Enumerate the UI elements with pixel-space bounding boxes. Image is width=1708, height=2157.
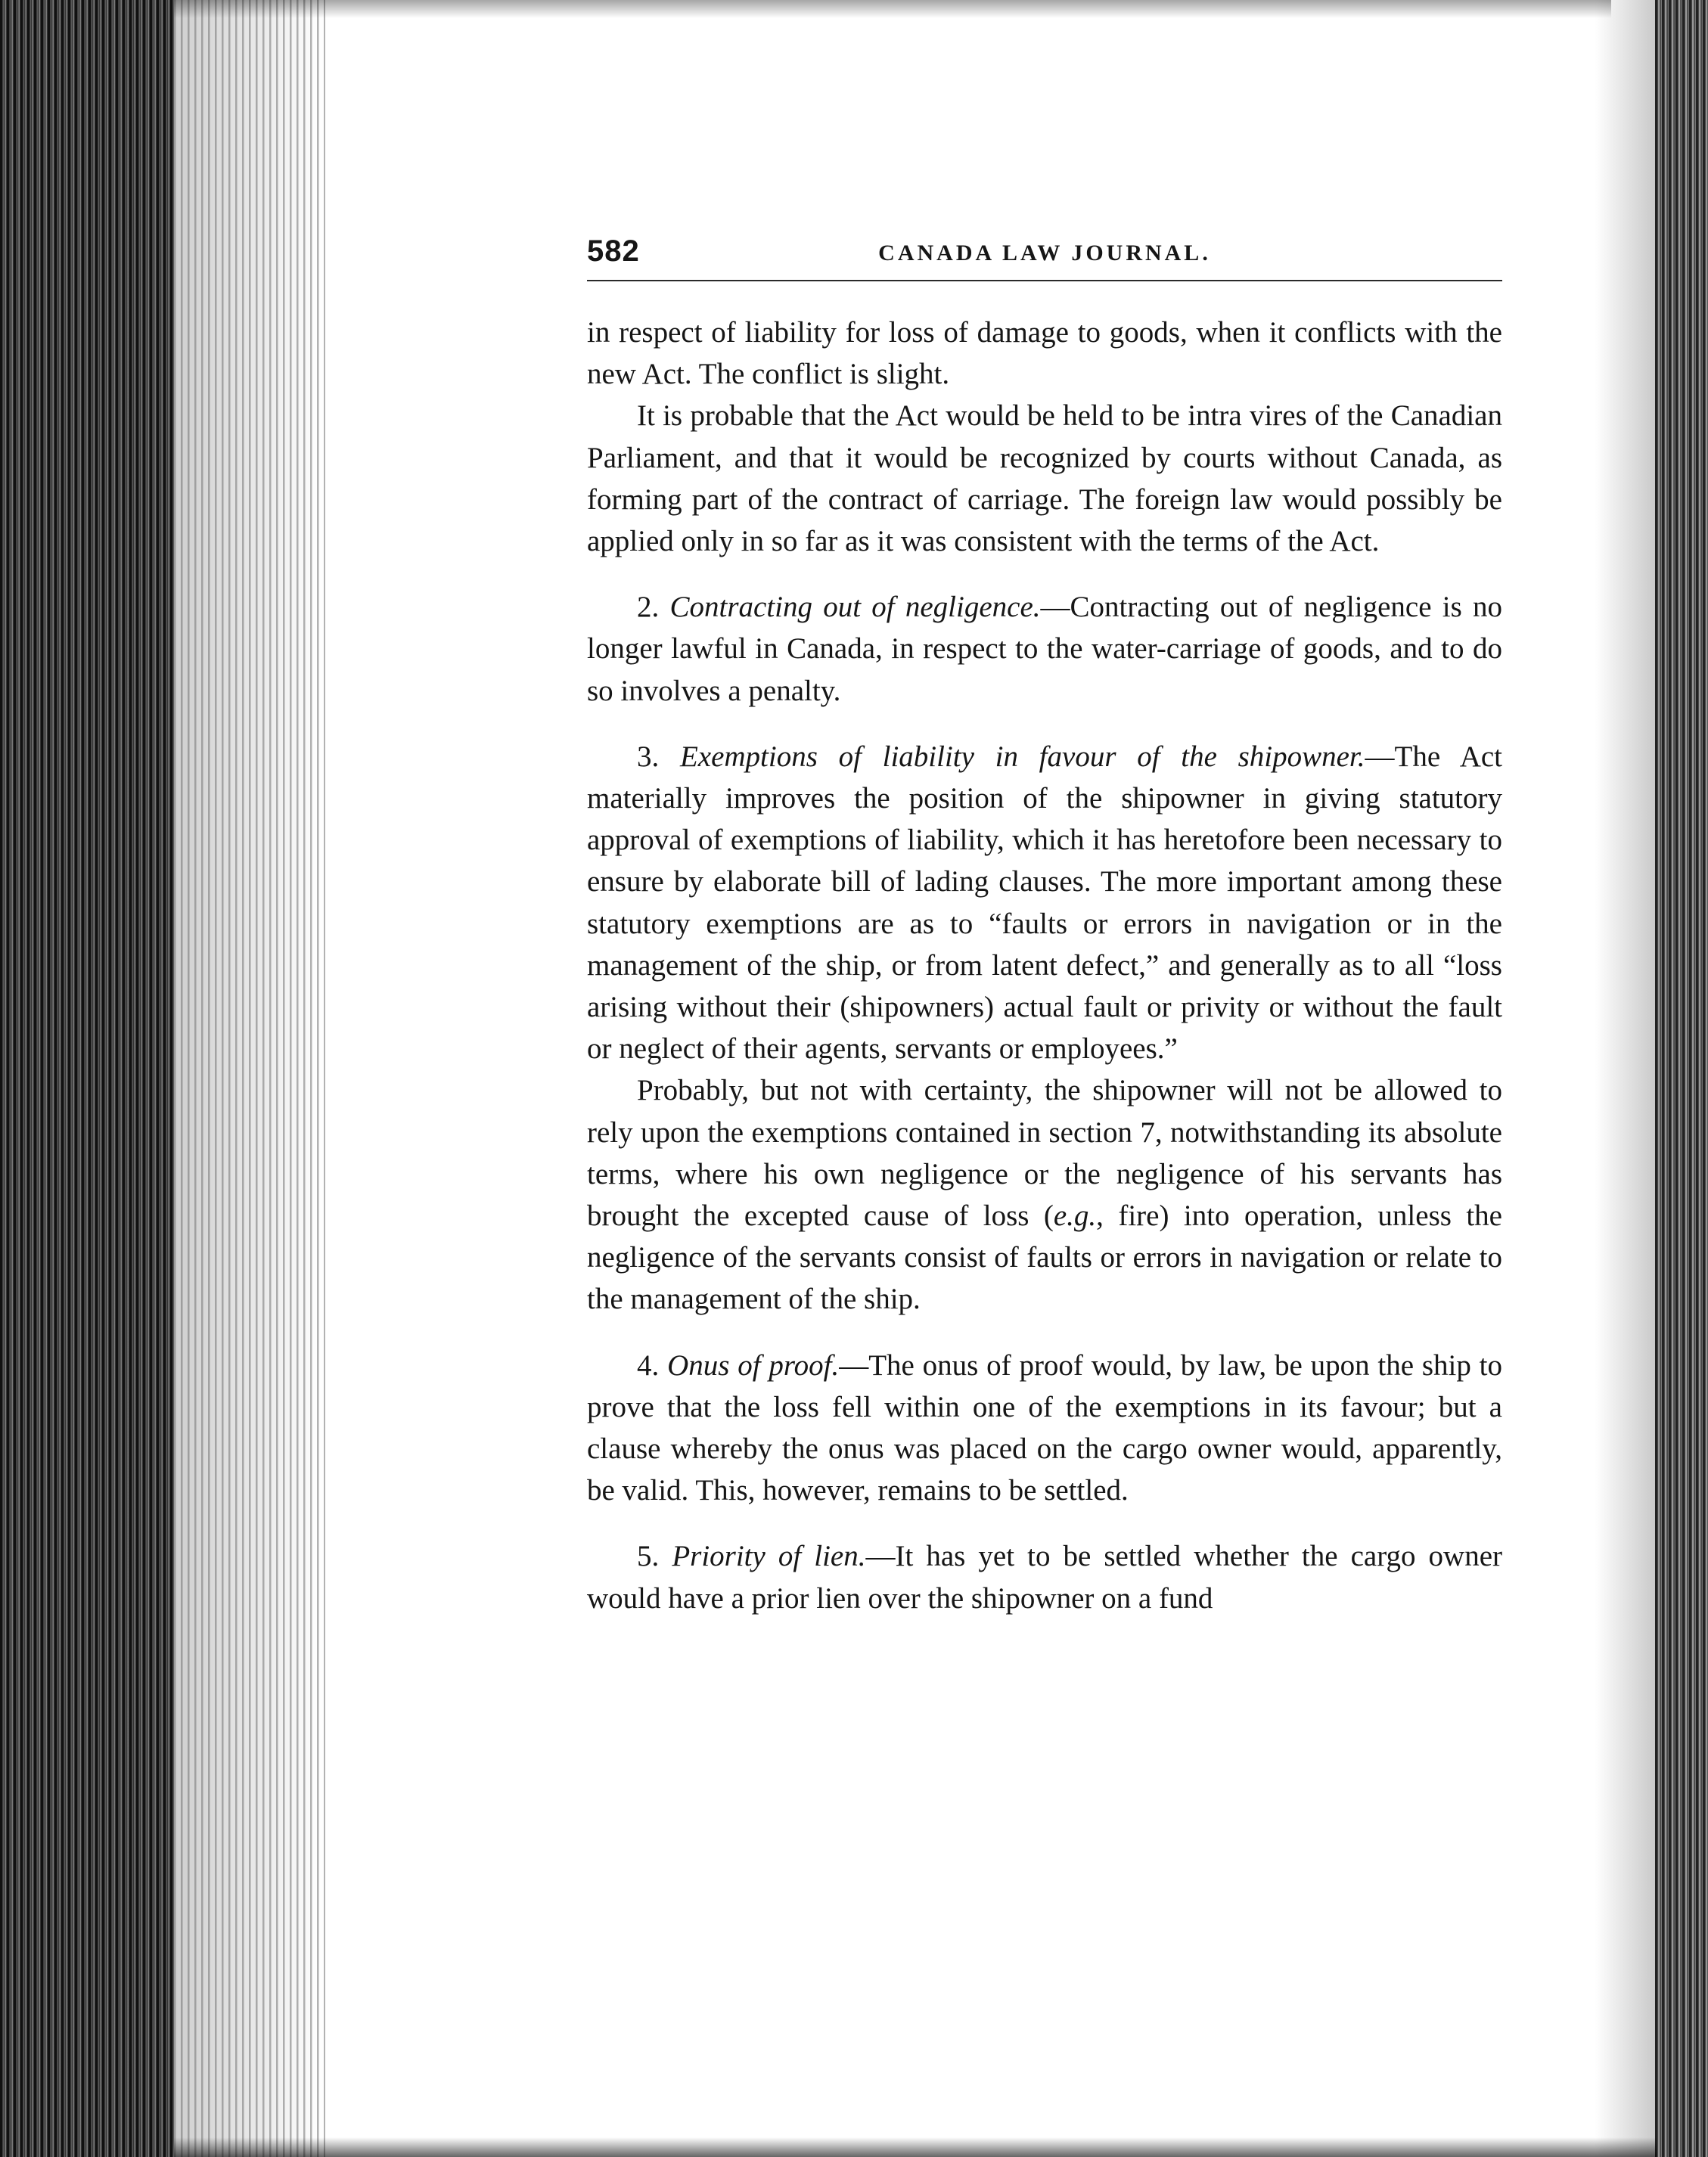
section-number: 5. bbox=[637, 1540, 660, 1573]
paragraph-text: It is probable that the Act would be held to be intra vires of the Canadian Parliament, and that it would be recognized by courts without Canada, as forming part of the contract of carriage. The foreign law would possibly be applied only in so far as it was consistent with the terms of the Act. bbox=[587, 399, 1502, 558]
paragraph-italic-abbrev: e.g. bbox=[1053, 1200, 1097, 1233]
scan-bottom-edge bbox=[174, 2137, 1657, 2157]
journal-title: CANADA LAW JOURNAL. bbox=[878, 241, 1211, 265]
scan-right-shadow bbox=[1595, 0, 1655, 2157]
section-text: —Contracting out of negligence is no longer lawful in Canada, in respect to the water-carriage of goods, and to do so involves a penalty. bbox=[587, 591, 1503, 707]
scan-binding-shadow bbox=[174, 0, 325, 2157]
paragraph-probably bbox=[587, 1069, 1502, 1320]
section-heading: Onus of proof. bbox=[667, 1349, 840, 1382]
section-number: 4. bbox=[637, 1349, 660, 1382]
paragraph-text: , fire) into operation, unless the negligence of the servants consist of faults or errors in navigation or relate to the management of the ship. bbox=[587, 1200, 1502, 1316]
section-exemptions bbox=[587, 736, 1502, 1070]
section-heading: Priority of lien. bbox=[672, 1540, 866, 1573]
section-priority-of-lien bbox=[587, 1535, 1502, 1619]
section-contracting-out bbox=[587, 586, 1502, 712]
scan-top-shadow bbox=[174, 0, 1611, 18]
paragraph-text: Probably, but not with certainty, the shipowner will not be allowed to rely upon the exemptions contained in section 7, notwithstanding its absolute terms, where his own negligence or the negligence of his servants has brought the excepted cause of loss ( bbox=[587, 1074, 1502, 1233]
journal-page bbox=[587, 234, 1502, 1619]
section-number: 3. bbox=[637, 740, 660, 773]
paragraph-text: in respect of liability for loss of damage to goods, when it conflicts with the new Act. The conflict is slight. bbox=[587, 316, 1502, 391]
scan-binding-edge bbox=[0, 0, 174, 2157]
scan-right-edge bbox=[1655, 0, 1708, 2157]
section-onus-of-proof bbox=[587, 1345, 1502, 1512]
running-head bbox=[587, 234, 1502, 281]
section-text: —The onus of proof would, by law, be upon the ship to prove that the loss fell within one of the exemptions in its favour; but a clause whereby the onus was placed on the cargo owner would, apparently, be valid. This, however, remains to be settled. bbox=[587, 1349, 1503, 1507]
section-number: 2. bbox=[637, 591, 660, 624]
paragraph-intra-vires bbox=[587, 395, 1502, 562]
section-text: —It has yet to be settled whether the cargo owner would have a prior lien over the shipowner on a fund bbox=[587, 1540, 1502, 1615]
page-number: 582 bbox=[587, 234, 640, 268]
section-text: —The Act materially improves the position of the shipowner in giving statutory approval of exemptions of liability, which it has heretofore been necessary to ensure by elaborate bill of lading clauses. The more important among these statutory exemptions are as to “faults or errors in navigation or in the management of the ship, or from latent defect,” and generally as to all “loss arising without their (shipowners) actual fault or privity or without the fault or neglect of their agents, servants or employees.” bbox=[587, 740, 1503, 1066]
paragraph-continued bbox=[587, 312, 1502, 395]
section-heading: Exemptions of liability in favour of the shipowner. bbox=[679, 740, 1365, 773]
section-heading: Contracting out of negligence. bbox=[669, 591, 1041, 624]
